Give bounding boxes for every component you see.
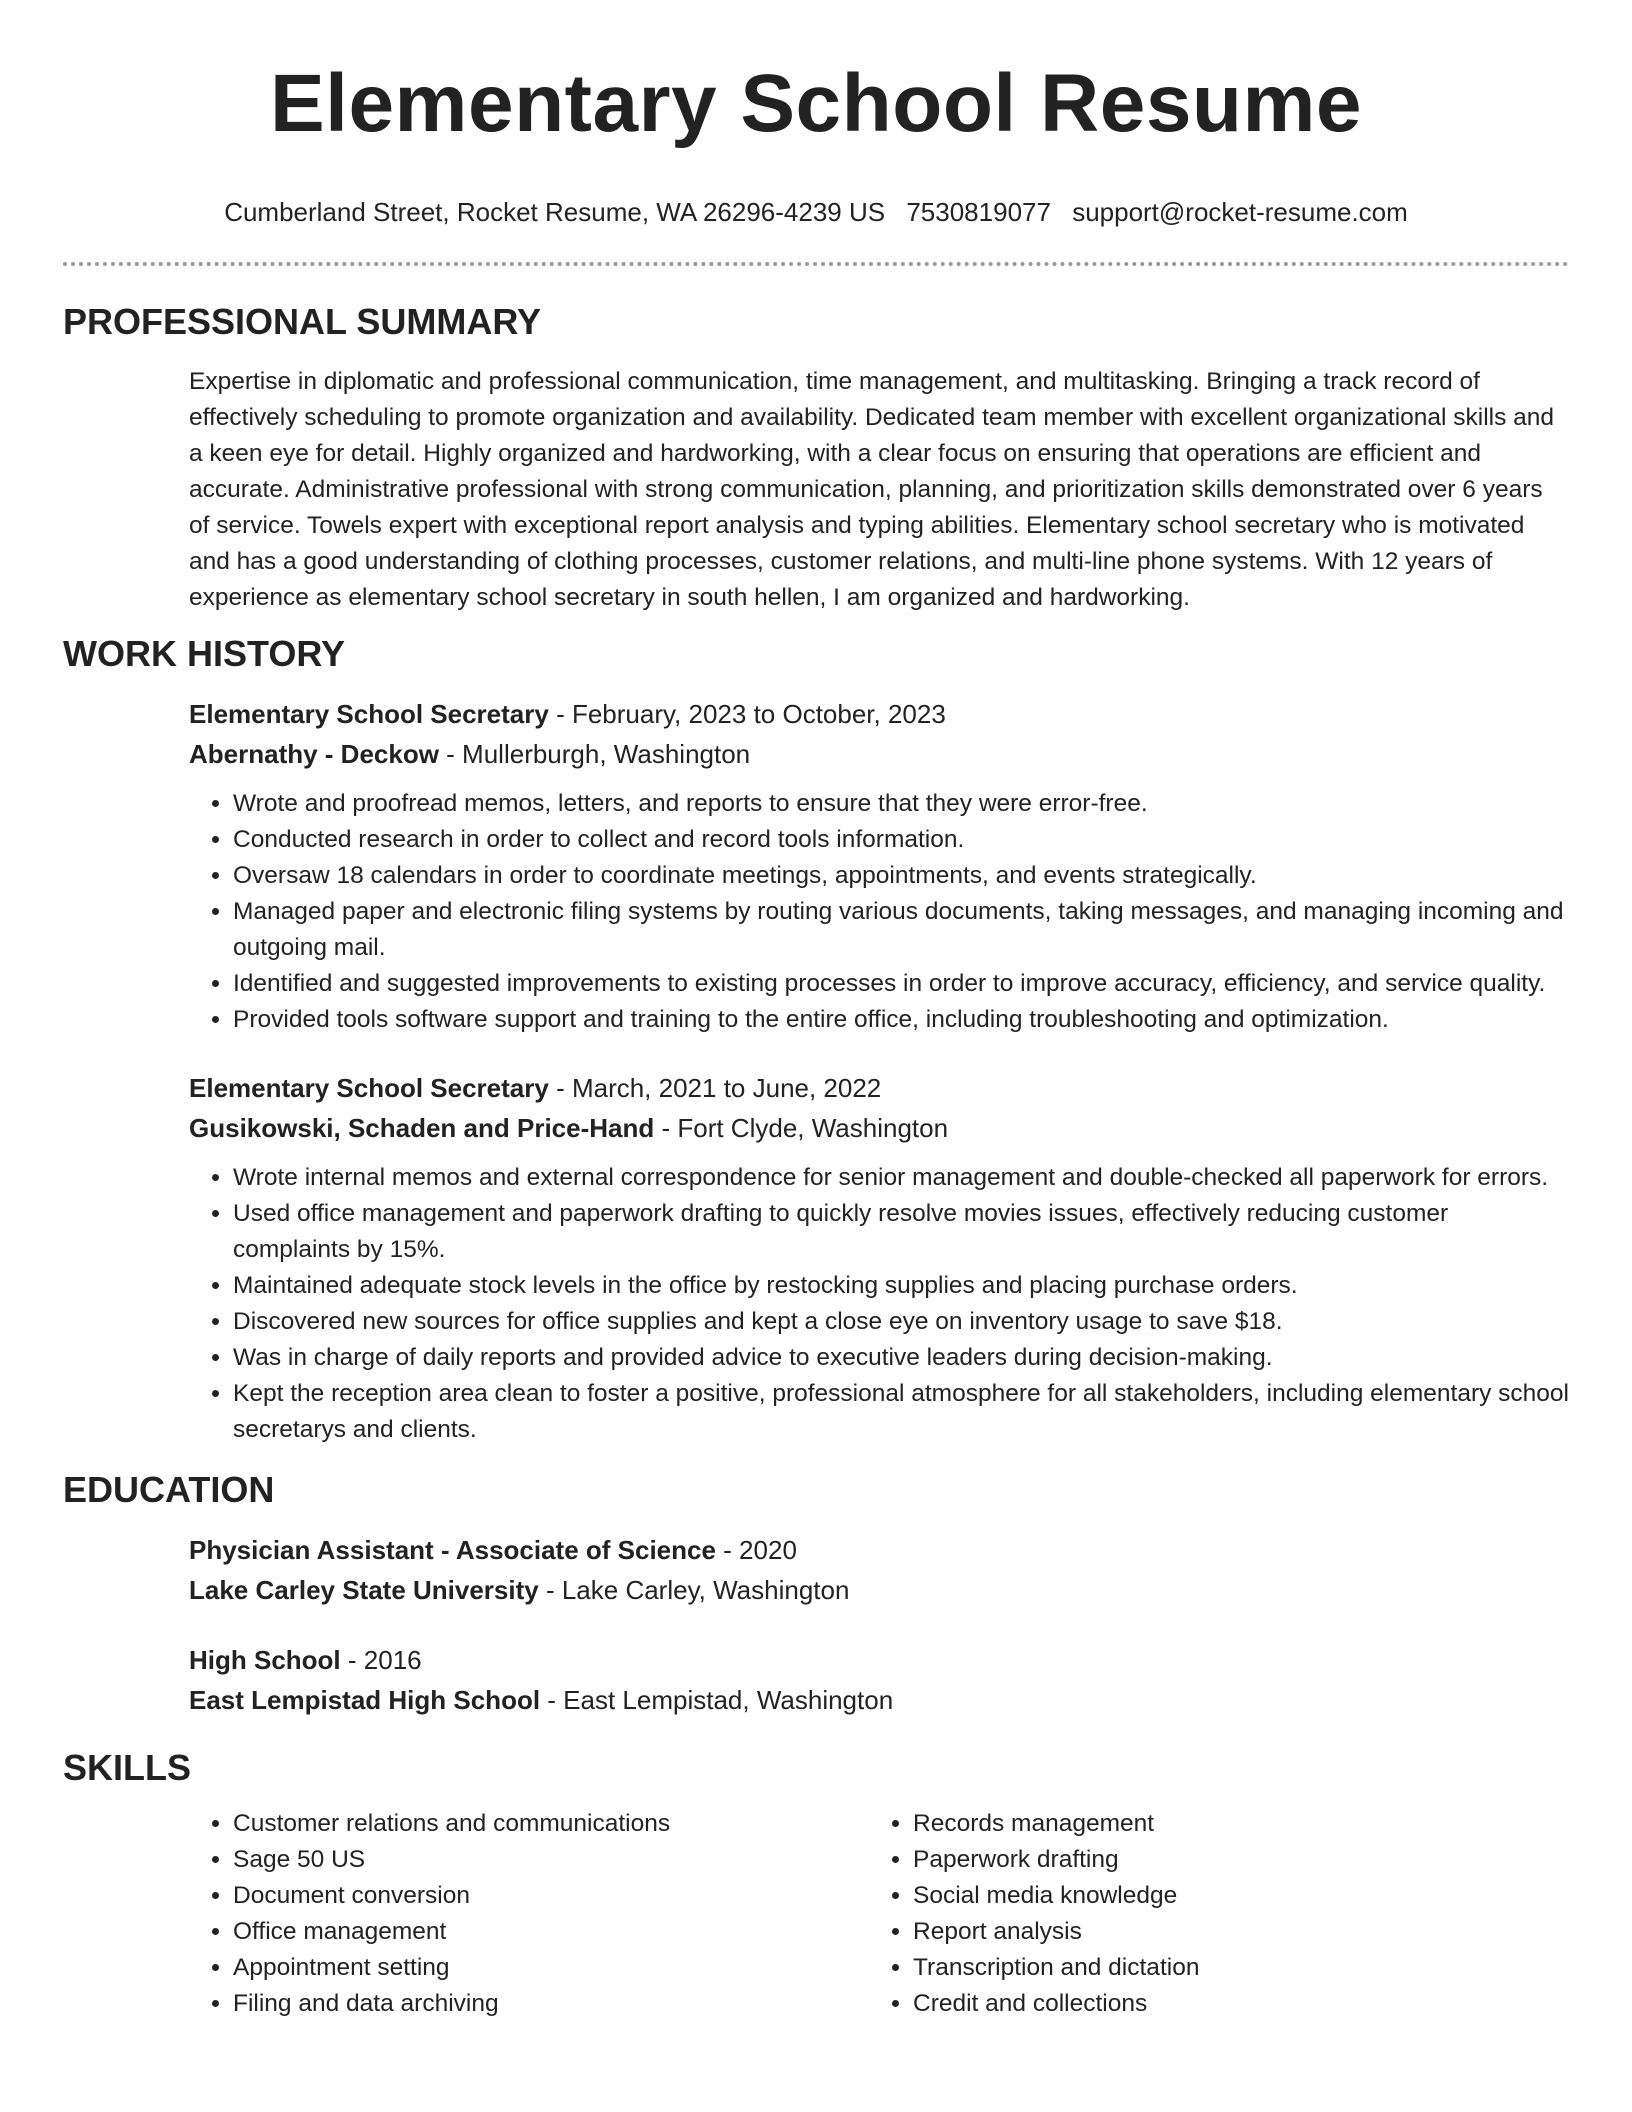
skill-item: • Records management: [913, 1806, 1549, 1842]
job-bullet: • Managed paper and electronic filing systems by routing various documents, taking messages, and managing incoming and outgoing mail.: [233, 894, 1569, 966]
education-year: - 2016: [340, 1645, 422, 1675]
job-bullet: • Wrote internal memos and external correspondence for senior management and double-checked all paperwork for errors.: [233, 1160, 1569, 1196]
skill-item: • Appointment setting: [233, 1950, 869, 1986]
education-entry: [189, 1640, 1569, 1720]
skills-columns: [189, 1806, 1569, 2022]
section-title-summary: PROFESSIONAL SUMMARY: [63, 301, 542, 342]
job-title-line: [189, 1068, 1569, 1108]
job-bullets: [189, 786, 1569, 1038]
skill-item: • Social media knowledge: [913, 1878, 1549, 1914]
section-title-skills: SKILLS: [63, 1747, 192, 1788]
education-school-line: [189, 1570, 1569, 1610]
resume-title: Elementary School Resume: [269, 58, 1363, 149]
education-degree-line: [189, 1640, 1569, 1680]
job-bullets: [189, 1160, 1569, 1448]
skill-item: • Filing and data archiving: [233, 1986, 869, 2022]
job-bullet: • Identified and suggested improvements to existing processes in order to improve accuracy, efficiency, and service quality.: [233, 966, 1569, 1002]
job-bullet: • Provided tools software support and training to the entire office, including troubleshooting and optimization.: [233, 1002, 1569, 1038]
job-dates: - March, 2021 to June, 2022: [548, 1073, 882, 1103]
job-bullet: • Kept the reception area clean to foster a positive, professional atmosphere for all stakeholders, including elementary school secretarys and clients.: [233, 1376, 1569, 1448]
skill-item: • Office management: [233, 1914, 869, 1950]
contact-phone: 7530819077: [906, 197, 1051, 227]
job-entry: [189, 694, 1569, 1038]
job-entry: [189, 1068, 1569, 1448]
job-title-line: [189, 694, 1569, 734]
section-title-education: EDUCATION: [63, 1469, 275, 1510]
skill-item: • Report analysis: [913, 1914, 1549, 1950]
job-bullet: • Maintained adequate stock levels in the office by restocking supplies and placing purchase orders.: [233, 1268, 1569, 1304]
job-dates: - February, 2023 to October, 2023: [548, 699, 946, 729]
contact-email: support@rocket-resume.com: [1072, 197, 1408, 227]
education-school: East Lempistad High School: [189, 1685, 541, 1715]
job-location: - Fort Clyde, Washington: [654, 1113, 949, 1143]
job-company: Gusikowski, Schaden and Price-Hand: [189, 1113, 655, 1143]
job-bullet: • Used office management and paperwork drafting to quickly resolve movies issues, effectively reducing customer complaints by 15%.: [233, 1196, 1569, 1268]
skill-item: • Sage 50 US: [233, 1842, 869, 1878]
education-school-line: [189, 1680, 1569, 1720]
education-year: - 2020: [715, 1535, 797, 1565]
job-bullet: • Conducted research in order to collect and record tools information.: [233, 822, 1569, 858]
education-degree: Physician Assistant - Associate of Science: [189, 1535, 716, 1565]
skill-item: • Document conversion: [233, 1878, 869, 1914]
job-role: Elementary School Secretary: [189, 1073, 549, 1103]
contact-line: [63, 196, 1569, 228]
skill-item: • Transcription and dictation: [913, 1950, 1549, 1986]
education-entry: [189, 1530, 1569, 1610]
header-divider: [63, 262, 1569, 266]
education-location: - East Lempistad, Washington: [540, 1685, 894, 1715]
section-title-work-history: WORK HISTORY: [63, 633, 346, 674]
skill-item: • Customer relations and communications: [233, 1806, 869, 1842]
skill-item: • Credit and collections: [913, 1986, 1549, 2022]
job-bullet: • Oversaw 18 calendars in order to coordinate meetings, appointments, and events strategically.: [233, 858, 1569, 894]
summary-text: Expertise in diplomatic and professional communication, time management, and multitasking. Bringing a track record of effectively scheduling to promote organization and availability. Dedicated team member with excellent organizational skills and a keen eye for detail. Highly organized and hardworking, with a clear focus on ensuring that operations are efficient and accurate. Administrative professional with strong communication, planning, and prioritization skills demonstrated over 6 years of service. Towels expert with exceptional report analysis and typing abilities. Elementary school secretary who is motivated and has a good understanding of clothing processes, customer relations, and multi-line phone systems. With 12 years of experience as elementary school secretary in south hellen, I am organized and hardworking.: [189, 368, 1555, 611]
job-bullet: • Was in charge of daily reports and provided advice to executive leaders during decision-making.: [233, 1340, 1569, 1376]
education-location: - Lake Carley, Washington: [538, 1575, 850, 1605]
job-company-line: [189, 1108, 1569, 1148]
contact-address: Cumberland Street, Rocket Resume, WA 26296-4239 US: [224, 197, 886, 227]
job-role: Elementary School Secretary: [189, 699, 549, 729]
education-degree-line: [189, 1530, 1569, 1570]
skills-list-left: [189, 1806, 869, 2022]
job-location: - Mullerburgh, Washington: [438, 739, 751, 769]
job-bullet: • Discovered new sources for office supplies and kept a close eye on inventory usage to save $18.: [233, 1304, 1569, 1340]
education-degree: High School: [189, 1645, 341, 1675]
skill-item: • Paperwork drafting: [913, 1842, 1549, 1878]
job-bullet: • Wrote and proofread memos, letters, and reports to ensure that they were error-free.: [233, 786, 1569, 822]
job-company: Abernathy - Deckow: [189, 739, 439, 769]
education-school: Lake Carley State University: [189, 1575, 539, 1605]
skills-list-right: [869, 1806, 1549, 2022]
job-company-line: [189, 734, 1569, 774]
